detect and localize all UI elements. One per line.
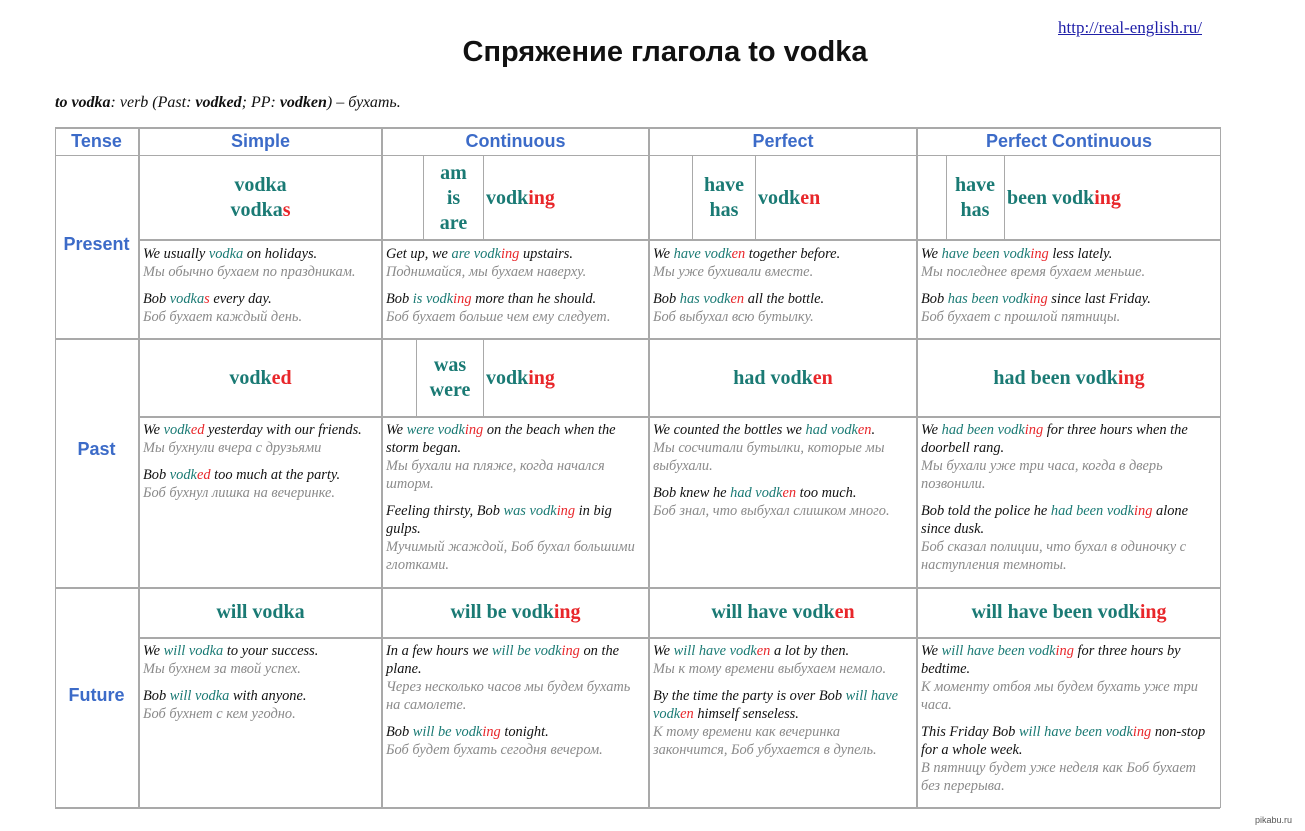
example-sentence: Bob will be vodking tonight. Боб будет бухать сегодня вечером. — [386, 723, 646, 759]
example-sentence: We were vodking on the beach when the storm began. Мы бухали на пляже, когда начался шторм. — [386, 421, 646, 493]
col-header-perfect: Perfect — [752, 131, 814, 151]
past-simple-examples — [143, 421, 379, 511]
translation: Мы бухнем за твой успех. — [143, 661, 301, 677]
translation: Боб бухнул лишка на вечеринке. — [143, 485, 335, 501]
grid-line — [381, 127, 383, 808]
grid-line — [946, 155, 947, 239]
example-sentence: Feeling thirsty, Bob was vodking in big gulps. Мучимый жаждой, Боб бухал большими глотками. — [386, 502, 646, 574]
future-pc-examples — [921, 642, 1218, 804]
translation: Боб будет бухать сегодня вечером. — [386, 742, 603, 758]
translation: К тому времени как вечеринка закончится, Боб убухается в дупель. — [653, 724, 877, 758]
page-title: Спряжение глагола to vodka — [462, 36, 868, 68]
translation: Поднимайся, мы бухаем наверху. — [386, 264, 587, 280]
translation: Боб бухает больше чем ему следует. — [386, 309, 611, 325]
example-sentence: We had been vodking for three hours when the doorbell rang. Мы бухали уже три часа, когда в дверь позвонили. — [921, 421, 1218, 493]
present-cont-form: vodk ing — [486, 186, 555, 209]
example-sentence: We have vodken together before. Мы уже бухивали вместе. — [653, 245, 914, 281]
translation: Боб знал, что выбухал слишком много. — [653, 503, 890, 519]
translation: Мы бухали на пляже, когда начался шторм. — [386, 458, 605, 492]
grid-line — [140, 416, 1220, 418]
translation: Боб выбухал всю бутылку. — [653, 309, 814, 325]
grid-line — [140, 637, 1220, 639]
example-sentence: Bob has vodken all the bottle. Боб выбухал всю бутылку. — [653, 290, 914, 326]
example-sentence: This Friday Bob will have been vodking non-stop for a whole week. В пятницу будет уже неделя как Боб бухает без перерыва. — [921, 723, 1218, 795]
future-perf-examples — [653, 642, 914, 768]
past-cont-aux: was were — [429, 354, 471, 401]
grid-line — [55, 155, 1220, 156]
translation: Мы последнее время бухаем меньше. — [921, 264, 1146, 280]
example-sentence: Get up, we are vodking upstairs. Поднимайся, мы бухаем наверху. — [386, 245, 646, 281]
past-simple-form: vodk ed — [229, 366, 292, 389]
translation: Через несколько часов мы будем бухать на самолете. — [386, 679, 631, 713]
grid-line — [483, 338, 484, 416]
future-simple-form: will vodka — [216, 601, 305, 623]
example-sentence: By the time the party is over Bob will have vodken himself senseless. К тому времени как вечеринка закончится, Боб убухается в дупель. — [653, 687, 914, 759]
grid-line — [692, 155, 693, 239]
grid-line — [416, 338, 417, 416]
translation: Мы к тому времени выбухаем немало. — [653, 661, 887, 677]
translation: В пятницу будет уже неделя как Боб бухает без перерыва. — [921, 760, 1196, 794]
translation: Мы сосчитали бутылки, которые мы выбухали. — [653, 440, 885, 474]
verb-subtitle: to vodka: verb (Past: vodked; PP: vodken) – бухать. — [55, 94, 401, 111]
grid-line — [1220, 127, 1221, 808]
future-cont-examples — [386, 642, 646, 768]
present-pc-form: been vodk ing — [1007, 186, 1121, 209]
grid-line — [648, 127, 650, 808]
example-sentence: In a few hours we will be vodking on the plane. Через несколько часов мы будем бухать на самолете. — [386, 642, 646, 714]
present-simple-form: vodka vodkas — [230, 174, 291, 221]
example-sentence: Bob has been vodking since last Friday. Боб бухает с прошлой пятницы. — [921, 290, 1218, 326]
example-sentence: Bob is vodking more than he should. Боб бухает больше чем ему следует. — [386, 290, 646, 326]
grid-line — [140, 239, 1220, 241]
grid-line — [55, 807, 1220, 809]
present-simple-examples — [143, 245, 379, 335]
past-cont-examples — [386, 421, 646, 583]
past-pc-examples — [921, 421, 1218, 583]
example-sentence: We will vodka to your success. Мы бухнем за твой успех. — [143, 642, 379, 678]
watermark: pikabu.ru — [1255, 815, 1293, 825]
present-perf-examples — [653, 245, 914, 335]
present-perf-form: vodk en — [758, 186, 821, 209]
col-header-simple: Simple — [230, 131, 291, 151]
future-cont-form: will be vodk ing — [450, 601, 581, 623]
grid-line — [423, 155, 424, 239]
example-sentence: Bob told the police he had been vodking alone since dusk. Боб сказал полиции, что бухал в одиночку с наступления темноты. — [921, 502, 1218, 574]
present-cont-examples — [386, 245, 646, 335]
translation: Мы уже бухивали вместе. — [653, 264, 814, 280]
grid-line — [755, 155, 756, 239]
example-sentence: We will have vodken a lot by then. Мы к тому времени выбухаем немало. — [653, 642, 914, 678]
example-sentence: We will have been vodking for three hours by bedtime. К моменту отбоя мы будем бухать уже три часа. — [921, 642, 1218, 714]
present-pc-aux: have has — [955, 174, 995, 221]
translation: Боб сказал полиции, что бухал в одиночку с наступления темноты. — [921, 539, 1187, 573]
row-header-past: Past — [77, 439, 116, 459]
grid-line — [916, 127, 918, 808]
future-perf-form: will have vodk en — [711, 601, 855, 623]
row-header-present: Present — [63, 234, 130, 254]
grid-line — [1004, 155, 1005, 239]
grid-line — [483, 155, 484, 239]
example-sentence: We vodked yesterday with our friends. Мы бухнули вчера с друзьями — [143, 421, 379, 457]
translation: К моменту отбоя мы будем бухать уже три часа. — [921, 679, 1198, 713]
translation: Мы бухнули вчера с друзьями — [143, 440, 322, 456]
example-sentence: We have been vodking less lately. Мы последнее время бухаем меньше. — [921, 245, 1218, 281]
example-sentence: We usually vodka on holidays. Мы обычно бухаем по праздникам. — [143, 245, 379, 281]
col-header-continuous: Continuous — [465, 131, 566, 151]
present-perf-aux: have has — [704, 174, 744, 221]
translation: Боб бухает каждый день. — [143, 309, 303, 325]
future-pc-form: will have been vodk ing — [971, 601, 1167, 623]
future-simple-examples — [143, 642, 379, 732]
grid-line — [55, 338, 1220, 340]
past-perf-examples — [653, 421, 914, 529]
col-header-perfect-continuous: Perfect Continuous — [985, 131, 1152, 151]
translation: Мучимый жаждой, Боб бухал большими глотками. — [386, 539, 635, 573]
translation: Боб бухает с прошлой пятницы. — [921, 309, 1121, 325]
example-sentence: We counted the bottles we had vodken. Мы сосчитали бутылки, которые мы выбухали. — [653, 421, 914, 475]
translation: Мы бухали уже три часа, когда в дверь позвонили. — [921, 458, 1163, 492]
site-link[interactable]: http://real-english.ru/ — [1058, 18, 1202, 37]
past-cont-form: vodk ing — [486, 366, 555, 389]
translation: Боб бухнет с кем угодно. — [143, 706, 296, 722]
example-sentence: Bob will vodka with anyone. Боб бухнет с кем угодно. — [143, 687, 379, 723]
translation: Мы обычно бухаем по праздникам. — [143, 264, 356, 280]
example-sentence: Bob knew he had vodken too much. Боб знал, что выбухал слишком много. — [653, 484, 914, 520]
col-header-tense: Tense — [71, 131, 122, 151]
past-perf-form: had vodk en — [733, 366, 833, 389]
example-sentence: Bob vodkas every day. Боб бухает каждый день. — [143, 290, 379, 326]
present-pc-examples — [921, 245, 1218, 335]
present-cont-aux: am is are — [439, 161, 468, 234]
row-header-future: Future — [68, 685, 125, 705]
past-pc-form: had been vodk ing — [993, 366, 1145, 389]
example-sentence: Bob vodked too much at the party. Боб бухнул лишка на вечеринке. — [143, 466, 379, 502]
